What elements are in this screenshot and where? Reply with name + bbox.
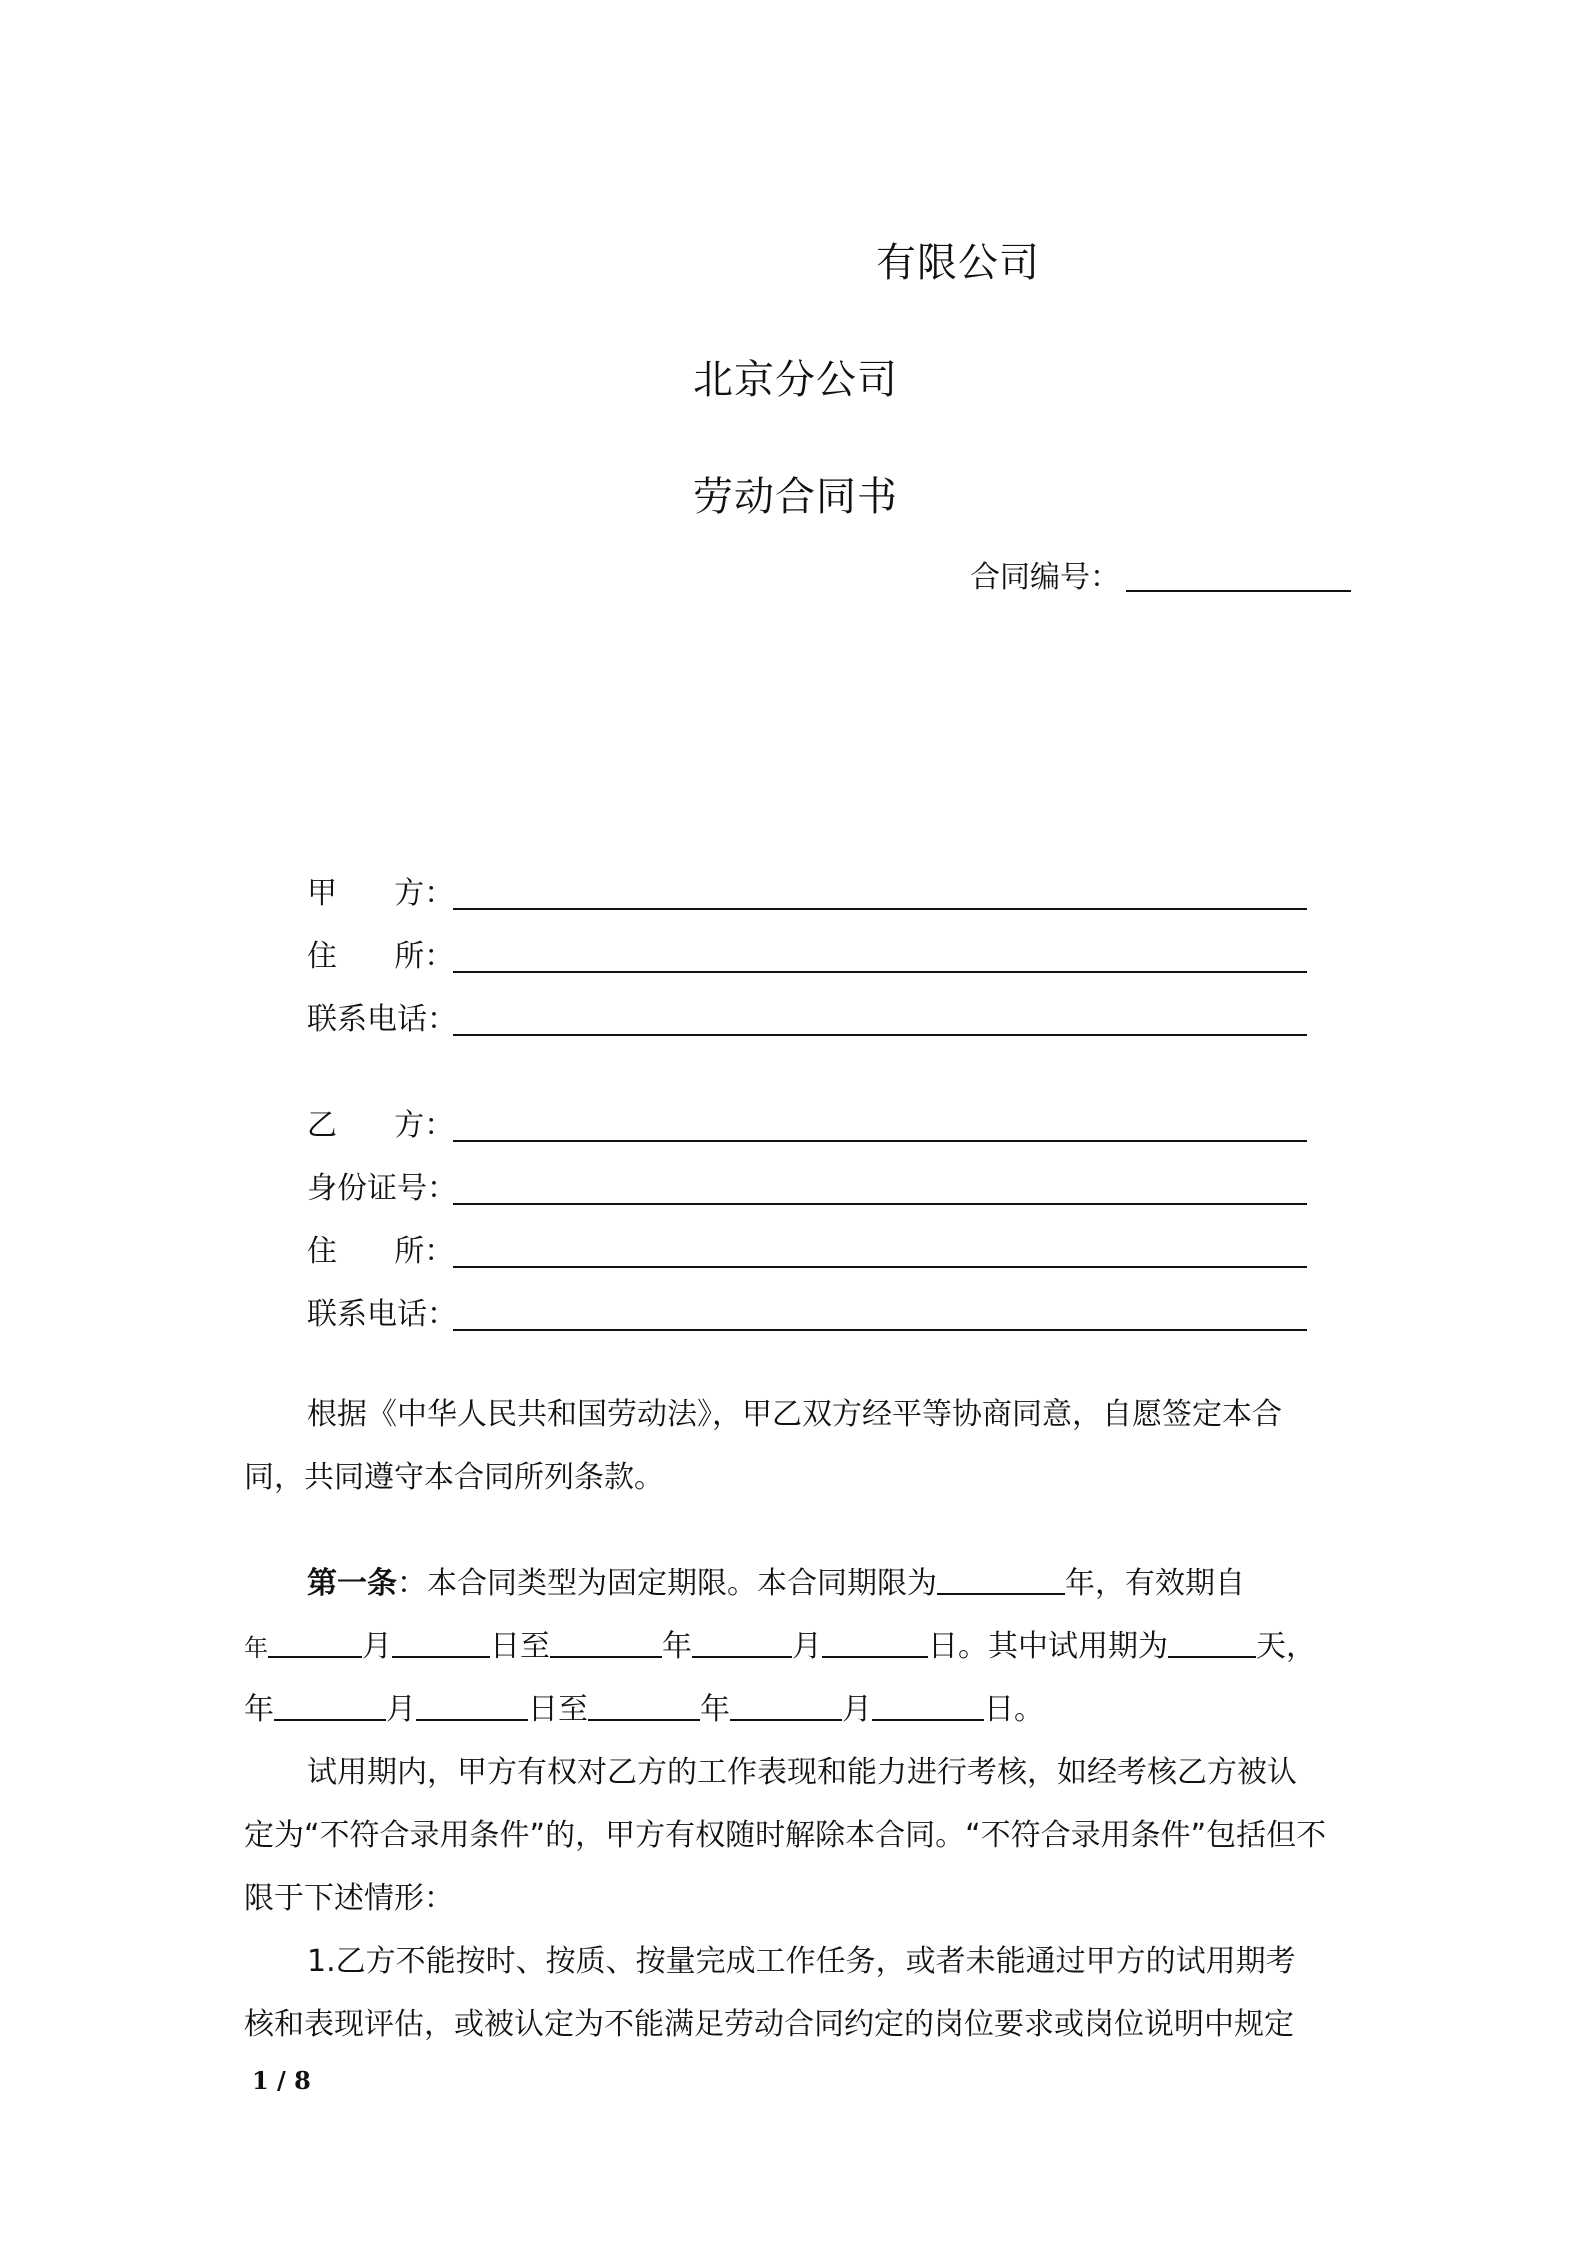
party-b-address-row bbox=[307, 1228, 1327, 1272]
article-1-text-a: ：本合同类型为固定期限。本合同期限为 bbox=[397, 1566, 937, 1601]
document-title: 劳动合同书 bbox=[693, 474, 898, 520]
party-b-name-row bbox=[307, 1102, 1327, 1146]
end-day-blank bbox=[822, 1628, 928, 1658]
start-day-to: 日至 bbox=[490, 1629, 550, 1664]
end-year-unit: 年 bbox=[662, 1629, 692, 1664]
start-month-blank bbox=[392, 1628, 490, 1658]
party-a-address-label: 住 所： bbox=[307, 939, 455, 974]
probation-start-day-to: 日至 bbox=[528, 1692, 588, 1727]
party-a-name-blank bbox=[453, 872, 1307, 910]
probation-item-1-line-1: 1.乙方不能按时、按质、按量完成工作任务，或者未能通过甲方的试用期考 bbox=[307, 1944, 1296, 1979]
probation-line-2: 定为“不符合录用条件”的，甲方有权随时解除本合同。“不符合录用条件”包括但不 bbox=[244, 1818, 1327, 1853]
page-number: 1 / 8 bbox=[252, 2066, 311, 2095]
party-b-name-label: 乙 方： bbox=[307, 1108, 455, 1143]
probation-start-month-blank bbox=[416, 1691, 528, 1721]
party-b-id-label: 身份证号： bbox=[307, 1171, 457, 1206]
probation-line-3: 限于下述情形： bbox=[244, 1881, 454, 1916]
probation-end-day-unit: 日。 bbox=[984, 1692, 1044, 1727]
probation-end-year-blank bbox=[588, 1691, 700, 1721]
company-title: 有限公司 bbox=[876, 240, 1040, 286]
intro-line-1: 根据《中华人民共和国劳动法》，甲乙双方经平等协商同意，自愿签定本合 bbox=[307, 1397, 1282, 1432]
party-b-name-blank bbox=[453, 1104, 1307, 1142]
party-a-name-row bbox=[307, 870, 1327, 914]
contract-years-blank bbox=[937, 1565, 1065, 1595]
start-month-unit: 月 bbox=[362, 1629, 392, 1664]
probation-end-month-unit: 月 bbox=[842, 1692, 872, 1727]
probation-end-month-blank bbox=[730, 1691, 842, 1721]
party-b-address-blank bbox=[453, 1230, 1307, 1268]
party-a-name-label: 甲 方： bbox=[307, 876, 455, 911]
party-a-address-row bbox=[307, 933, 1327, 977]
end-year-blank bbox=[550, 1628, 662, 1658]
party-b-id-row bbox=[307, 1165, 1327, 1209]
article-1-heading: 第一条 bbox=[307, 1566, 397, 1601]
party-b-phone-blank bbox=[453, 1293, 1307, 1331]
party-a-phone-blank bbox=[453, 998, 1307, 1036]
start-year-unit: 年 bbox=[244, 1634, 268, 1662]
probation-end-year-unit: 年 bbox=[700, 1692, 730, 1727]
probation-start-year-unit: 年 bbox=[244, 1692, 274, 1727]
contract-number-blank bbox=[1126, 560, 1351, 592]
contract-number bbox=[970, 558, 1351, 598]
contract-number-label: 合同编号： bbox=[970, 560, 1120, 595]
end-month-unit: 月 bbox=[792, 1629, 822, 1664]
probation-start-year-blank bbox=[274, 1691, 386, 1721]
article-1-text-b: 年，有效期自 bbox=[1065, 1566, 1245, 1601]
party-b-phone-label: 联系电话： bbox=[307, 1297, 457, 1332]
end-month-blank bbox=[692, 1628, 792, 1658]
probation-end-day-blank bbox=[872, 1691, 984, 1721]
probation-start-month-unit: 月 bbox=[386, 1692, 416, 1727]
probation-days-unit: 天， bbox=[1256, 1629, 1316, 1664]
party-b-address-label: 住 所： bbox=[307, 1234, 455, 1269]
intro-line-2: 同，共同遵守本合同所列条款。 bbox=[244, 1460, 664, 1495]
probation-line-1: 试用期内，甲方有权对乙方的工作表现和能力进行考核，如经考核乙方被认 bbox=[307, 1755, 1297, 1790]
article-1-line-2 bbox=[244, 1627, 1354, 1668]
branch-title: 北京分公司 bbox=[693, 357, 898, 403]
party-a-address-blank bbox=[453, 935, 1307, 973]
probation-item-1-line-2: 核和表现评估，或被认定为不能满足劳动合同约定的岗位要求或岗位说明中规定 bbox=[244, 2007, 1294, 2042]
probation-intro: 日。其中试用期为 bbox=[928, 1629, 1168, 1664]
party-b-phone-row bbox=[307, 1291, 1327, 1335]
party-a-phone-label: 联系电话： bbox=[307, 1002, 457, 1037]
article-1-line-3 bbox=[244, 1690, 1354, 1730]
party-b-id-blank bbox=[453, 1167, 1307, 1205]
start-year-blank bbox=[268, 1628, 362, 1658]
party-a-phone-row bbox=[307, 996, 1327, 1040]
probation-days-blank bbox=[1168, 1628, 1256, 1658]
article-1-line-1 bbox=[307, 1564, 1417, 1604]
